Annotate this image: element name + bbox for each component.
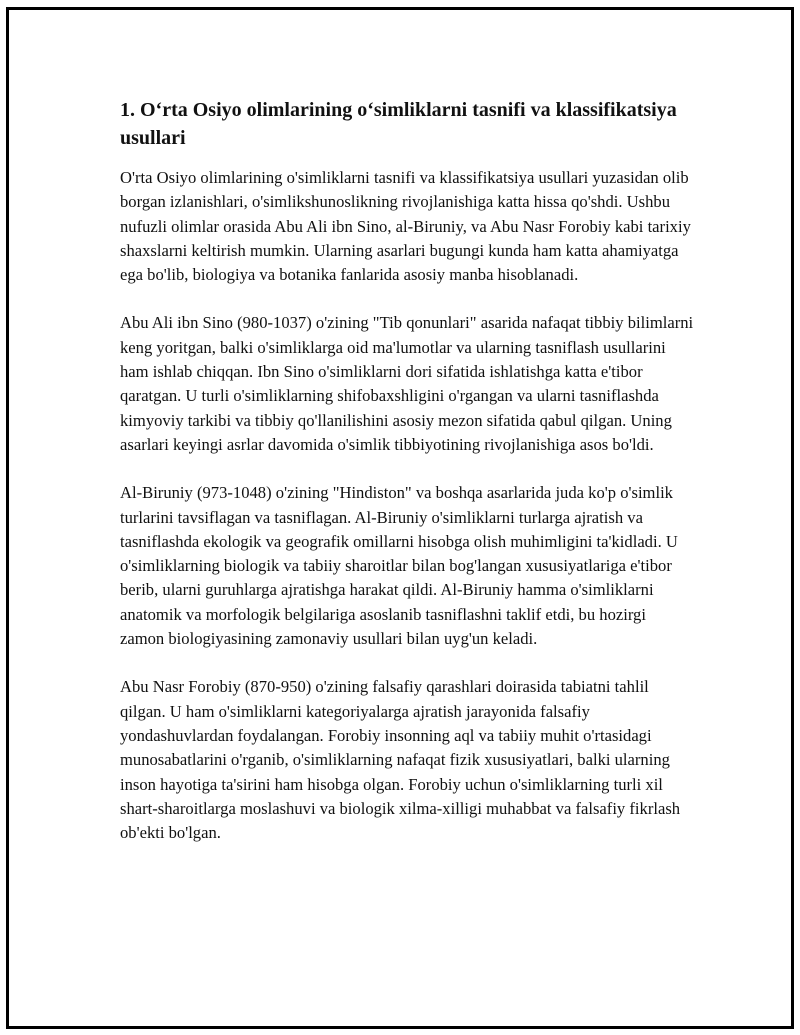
paragraph-ibn-sino: Abu Ali ibn Sino (980-1037) o'zining "Tib qonunlari" asarida nafaqat tibbiy bilimlarni keng yoritgan, balki o'simliklarga oid ma'lumotlar va ularning tasniflash usullarini ham ishlab chiqqan. Ibn Sino o'simliklarni dori sifatida ishlatishga katta e'tibor qaratgan. U turli o'simliklarning shifobaxshligini o'rgangan va ularni tasniflashda kimyoviy tarkibi va tibbiy qo'llanilishini asosiy mezon sifatida qabul qilgan. Uning asarlari keyingi asrlar davomida o'simlik tibbiyotining rivojlanishiga asos bo'ldi. [120, 313, 694, 454]
document-page [6, 7, 794, 1029]
paragraph-al-biruniy: Al-Biruniy (973-1048) o'zining "Hindiston" va boshqa asarlarida juda ko'p o'simlik turlarini tavsiflagan va tasniflagan. Al-Biruniy o'simliklarni turlarga ajratish va tasniflashda ekologik va geografik omillarni hisobga olish muhimligini ta'kidladi. U o'simliklarning biologik va tabiiy sharoitlar bilan bog'langan xususiyatlariga e'tibor berib, ularni guruhlarga ajratishga harakat qildi. Al-Biruniy hamma o'simliklarni anatomik va morfologik belgilariga asoslanib tasniflashni taklif etdi, bu hozirgi zamon biologiyasining zamonaviy usullari bilan uyg'un keladi. [120, 483, 678, 649]
document-content [120, 96, 694, 869]
section-heading: 1. O‘rta Osiyo olimlarining o‘simliklarni tasnifi va klassifikatsiya usullari [120, 99, 677, 149]
paragraph-forobiy: Abu Nasr Forobiy (870-950) o'zining falsafiy qarashlari doirasida tabiatni tahlil qilgan. U ham o'simliklarni kategoriyalarga ajratish jarayonida falsafiy yondashuvlardan foydalangan. Forobiy insonning aql va tabiiy muhit o'rtasidagi munosabatlarini o'rganib, o'simliklarning nafaqat fizik xususiyatlari, balki ularning inson hayotiga ta'sirini ham hisobga olgan. Forobiy uchun o'simliklarning turli xil shart-sharoitlarga moslashuvi va biologik xilma-xilligi muhabbat va falsafiy fikrlash ob'ekti bo'lgan. [120, 677, 681, 843]
paragraph-intro: O'rta Osiyo olimlarining o'simliklarni tasnifi va klassifikatsiya usullari yuzasidan olib borgan izlanishlari, o'simlikshunoslikning rivojlanishiga katta hissa qo'shdi. Ushbu nufuzli olimlar orasida Abu Ali ibn Sino, al-Biruniy, va Abu Nasr Forobiy kabi tarixiy shaxslarni keltirish mumkin. Ularning asarlari bugungi kunda ham katta ahamiyatga ega bo'lib, biologiya va botanika fanlarida asosiy manba hisoblanadi. [120, 168, 691, 285]
